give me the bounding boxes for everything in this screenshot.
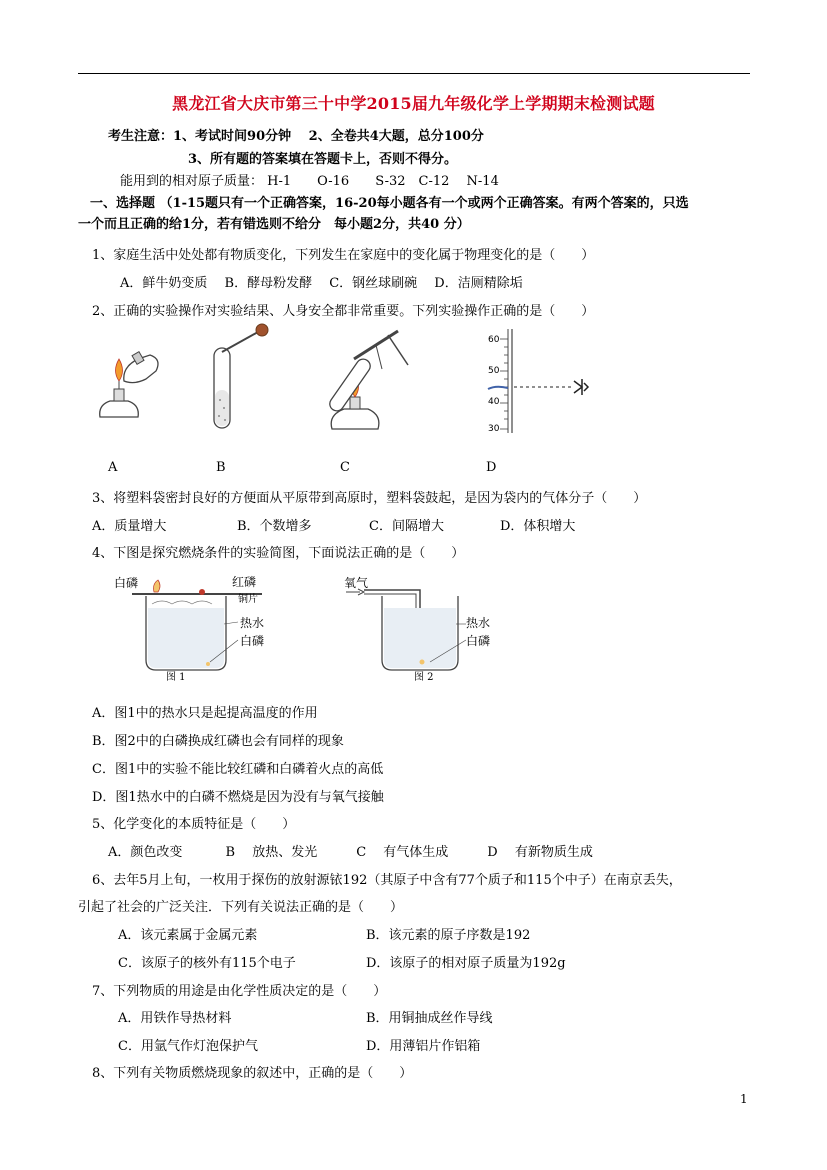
question-3-stem: 3、将塑料袋密封良好的方便面从平原带到高原时，塑料袋鼓起，是因为袋内的气体分子（ ）: [92, 491, 647, 506]
question-3-option-b: B．个数增多: [237, 519, 312, 534]
question-2-stem: 2、正确的实验操作对实验结果、人身安全都非常重要。下列实验操作正确的是（ ）: [92, 304, 595, 319]
question-7-option-d: D．用薄铝片作铝箱: [366, 1039, 481, 1054]
question-8-stem: 8、下列有关物质燃烧现象的叙述中，正确的是（ ）: [92, 1066, 413, 1081]
scale-50: 50: [488, 366, 500, 376]
question-5-options: A．颜色改变 B 放热、发光 C 有气体生成 D 有新物质生成: [108, 845, 593, 860]
notice-line-2: 3、所有题的答案填在答题卡上，否则不得分。: [188, 152, 458, 167]
question-6-stem-line-1: 6、去年5月上旬，一枚用于探伤的放射源铱192（其原子中含有77个质子和115个中子）在南京丢失，: [92, 873, 682, 888]
question-3-option-c: C．间隔增大: [369, 519, 444, 534]
fig1-copper-label: 铜片: [238, 594, 258, 605]
question-4-option-c: C．图1中的实验不能比较红磷和白磷着火点的高低: [92, 762, 384, 777]
question-1-stem: 1、家庭生活中处处都有物质变化，下列发生在家庭中的变化属于物理变化的是（ ）: [92, 248, 595, 263]
section-1-line-2: 一个而且正确的给1分，若有错选则不给分 每小题2分，共40 分）: [78, 217, 470, 232]
question-6-option-c: C．该原子的核外有115个电子: [118, 956, 296, 971]
section-1-line-1: 一、选择题 （1-15题只有一个正确答案，16-20每小题各有一个或两个正确答案。有两个答案的，只选: [90, 196, 689, 211]
question-4-option-a: A．图1中的热水只是起提高温度的作用: [92, 706, 318, 721]
fig1-red-p-label: 红磷: [232, 575, 257, 589]
lamp-lighting-figure: [90, 345, 170, 435]
page-number: 1: [740, 1092, 748, 1106]
test-tube-dropper-figure: [200, 322, 270, 437]
q2-label-c: C: [340, 460, 350, 475]
q2-label-a: A: [108, 460, 118, 475]
scale-30: 30: [488, 424, 500, 434]
question-7-option-c: C．用氩气作灯泡保护气: [118, 1039, 258, 1054]
combustion-figure-1: [112, 574, 292, 684]
question-7-option-b: B．用铜抽成丝作导线: [366, 1011, 493, 1026]
fig2-oxygen-label: 氧气: [344, 576, 369, 590]
fig1-white-p-label: 白磷: [240, 634, 265, 648]
question-4-stem: 4、下图是探究燃烧条件的实验简图，下面说法正确的是（ ）: [92, 546, 465, 561]
fig2-caption: 图 2: [414, 672, 434, 683]
q2-label-b: B: [216, 460, 226, 475]
question-5-stem: 5、化学变化的本质特征是（ ）: [92, 817, 296, 832]
header-rule: [78, 73, 750, 74]
fig1-white-p-top-label: 白磷: [114, 576, 139, 590]
page-title: 黑龙江省大庆市第三十中学2015届九年级化学上学期期末检测试题: [172, 94, 655, 113]
question-6-option-a: A．该元素属于金属元素: [118, 928, 258, 943]
question-4-option-b: B．图2中的白磷换成红磷也会有同样的现象: [92, 734, 344, 749]
question-7-stem: 7、下列物质的用途是由化学性质决定的是（ ）: [92, 984, 387, 999]
question-3-option-d: D．体积增大: [500, 519, 576, 534]
heating-test-tube-figure: [318, 325, 418, 437]
question-6-option-d: D．该原子的相对原子质量为192g: [366, 956, 566, 971]
question-7-option-a: A．用铁作导热材料: [118, 1011, 232, 1026]
fig1-caption: 图 1: [166, 672, 186, 683]
question-4-option-d: D．图1热水中的白磷不燃烧是因为没有与氧气接触: [92, 790, 384, 805]
scale-60: 60: [488, 335, 500, 345]
scale-40: 40: [488, 397, 500, 407]
fig2-white-p-label: 白磷: [466, 634, 491, 648]
question-6-stem-line-2: 引起了社会的广泛关注．下列有关说法正确的是（ ）: [78, 900, 404, 915]
fig2-hot-water-label: 热水: [466, 616, 491, 630]
question-6-option-b: B．该元素的原子序数是192: [366, 928, 531, 943]
q2-label-d: D: [486, 460, 497, 475]
question-1-options: A．鲜牛奶变质 B．酵母粉发酵 C．钢丝球刷碗 D．洁厕精除垢: [120, 276, 523, 291]
notice-line-3: 能用到的相对原子质量： H-1 O-16 S-32 C-12 N-14: [120, 174, 499, 189]
notice-line-1: 考生注意：1、考试时间90分钟 2、全卷共4大题，总分100分: [108, 129, 484, 144]
question-3-option-a: A．质量增大: [92, 519, 167, 534]
fig1-hot-water-label: 热水: [240, 616, 265, 630]
